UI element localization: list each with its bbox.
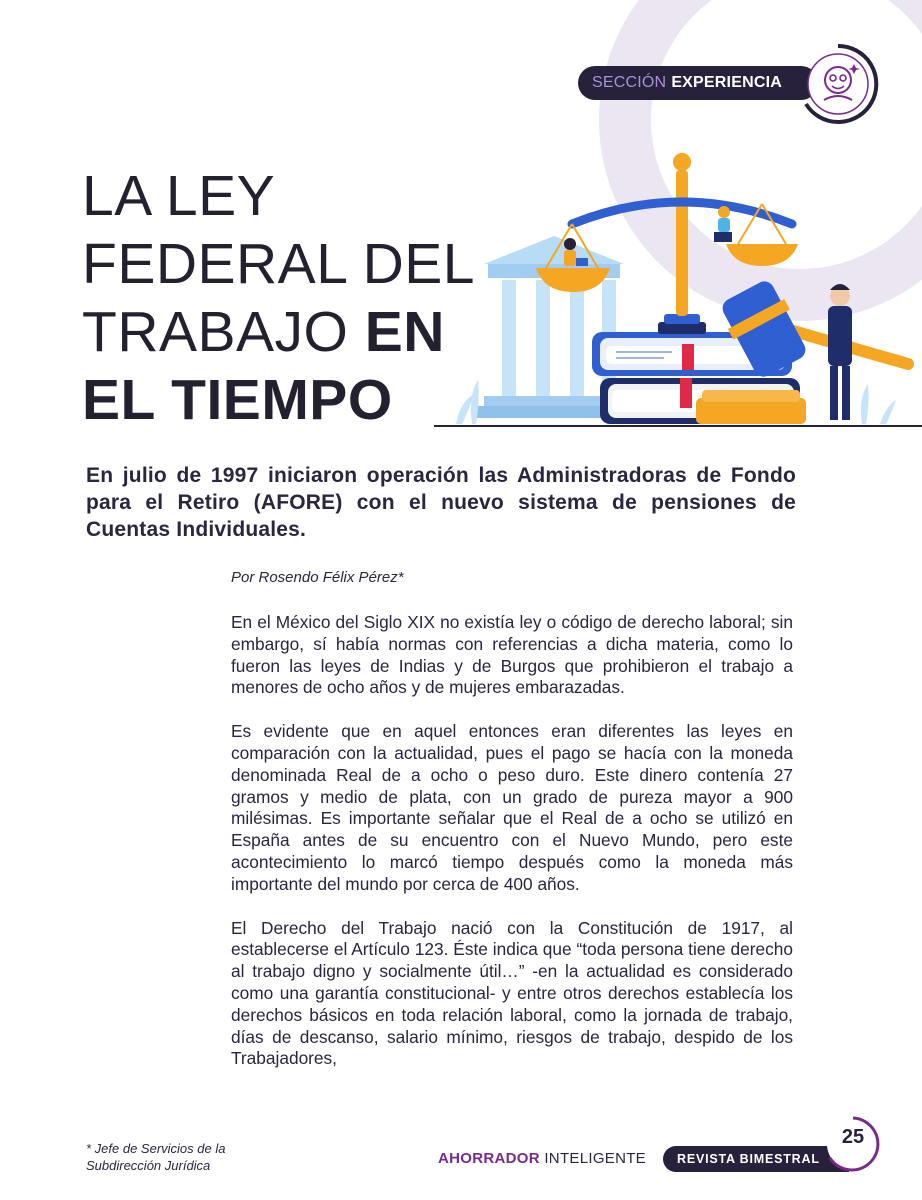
article-byline: Por Rosendo Félix Pérez* bbox=[231, 569, 404, 586]
title-line-2: FEDERAL DEL bbox=[82, 232, 476, 296]
section-label-prefix: SECCIÓN bbox=[592, 74, 667, 91]
title-line-3-light: TRABAJO bbox=[82, 300, 365, 364]
magazine-frequency-label: REVISTA BIMESTRAL bbox=[663, 1146, 849, 1172]
brand-light: INTELIGENTE bbox=[539, 1150, 646, 1167]
body-paragraph: En el México del Siglo XIX no existía ley o código de derecho laboral; sin embargo, sí había normas con referencias a dicha materia, como lo fueron las leyes de Indias y de Burgos que prohibieron el trabajo a menores de ocho años y de mujeres embarazadas. bbox=[231, 612, 793, 698]
section-label bbox=[578, 66, 818, 100]
title-line-1: LA LEY bbox=[82, 164, 276, 228]
footnote-line: * Jefe de Servicios de la bbox=[86, 1141, 226, 1156]
title-line-4: EL TIEMPO bbox=[82, 368, 393, 432]
body-paragraph: Es evidente que en aquel entonces eran diferentes las leyes en comparación con la actualidad, pues el pago se hacía con la moneda denominada Real de a ocho o peso duro. Este dinero contenía 27 gramos y medio de plata, con un grado de pureza mayor a 900 milésimas. Es importante señalar que el Real de a ocho se utilizó en España antes de su encuentro con el Nuevo Mundo, pero este acontecimiento lo marcó tiempo después como la moneda más importante del mundo por cerca de 400 años. bbox=[231, 721, 793, 894]
page-number: 25 bbox=[841, 1126, 865, 1148]
hero-illustration bbox=[432, 140, 922, 432]
author-footnote bbox=[86, 1140, 286, 1174]
illustration-baseline bbox=[434, 425, 922, 427]
footnote-line: Subdirección Jurídica bbox=[86, 1158, 211, 1173]
magazine-brand bbox=[438, 1150, 646, 1167]
title-line-3-bold: EN bbox=[364, 300, 445, 364]
mascot-badge-icon bbox=[796, 42, 880, 126]
article-lead: En julio de 1997 iniciaron operación las Administradoras de Fondo para el Retiro (AFORE) con el nuevo sistema de pensiones de Cuentas Individuales. bbox=[86, 464, 796, 541]
article-body bbox=[231, 612, 793, 1092]
brand-bold: AHORRADOR bbox=[438, 1150, 540, 1167]
body-paragraph: El Derecho del Trabajo nació con la Constitución de 1917, al establecerse el Artículo 123. Éste indica que “toda persona tiene derecho al trabajo digno y socialmente útil…” -en la actualidad es considerado como una garantía constitucional- y entre otros derechos establecía los derechos básicos en toda relación laboral, como la jornada de trabajo, días de descanso, salario mínimo, riesgos de trabajo, despido de los Trabajadores, bbox=[231, 917, 793, 1069]
section-label-name: EXPERIENCIA bbox=[671, 74, 782, 91]
